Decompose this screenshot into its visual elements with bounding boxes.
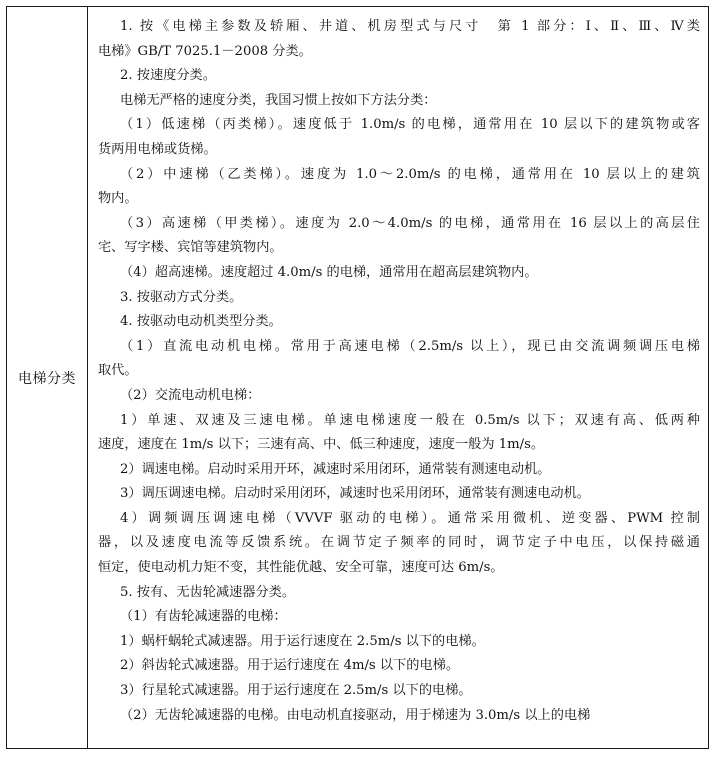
category-label: 电梯分类 — [18, 370, 76, 387]
text-line: 器，以及速度电流等反馈系统。在调节定子频率的同时，调节定子中电压，以保持磁通 — [98, 535, 700, 551]
text-line: 5. 按有、无齿轮减速器分类。 — [120, 584, 296, 600]
text-line: （1）直流电动机电梯。常用于高速电梯（2.5m/s 以上），现已由交流调频调压电梯 — [120, 338, 700, 354]
classification-table — [6, 6, 709, 749]
text-line: （4）超高速梯。速度超过 4.0m/s 的电梯，通常用在超高层建筑物内。 — [120, 264, 538, 280]
text-line: （2）无齿轮减速器的电梯。由电动机直接驱动，用于梯速为 3.0m/s 以上的电梯 — [120, 707, 591, 723]
text-line: 物内。 — [98, 191, 138, 207]
text-line: （1）有齿轮减速器的电梯： — [120, 609, 287, 625]
text-line: 2）斜齿轮式减速器。用于运行速度在 4m/s 以下的电梯。 — [120, 658, 460, 674]
text-line: 电梯》GB/T 7025.1－2008 分类。 — [98, 43, 312, 59]
text-line: 3）调压调速电梯。启动时采用闭环，减速时也采用闭环，通常装有测速电动机。 — [120, 486, 590, 502]
content-cell — [88, 7, 708, 748]
text-line: 4）调频调压调速电梯（VVVF 驱动的电梯）。通常采用微机、逆变器、PWM 控制 — [120, 510, 700, 526]
text-line: 2. 按速度分类。 — [120, 68, 216, 84]
text-line: 取代。 — [98, 363, 138, 379]
category-label-cell — [7, 7, 88, 748]
text-line: 1）蜗杆蜗轮式减速器。用于运行速度在 2.5m/s 以下的电梯。 — [120, 633, 485, 649]
text-line: 3. 按驱动方式分类。 — [120, 289, 243, 305]
text-line: 宅、写字楼、宾馆等建筑物内。 — [98, 240, 283, 256]
text-line: 2）调速电梯。启动时采用开环，减速时采用闭环，通常装有测速电动机。 — [120, 461, 551, 477]
text-line: 货两用电梯或货梯。 — [98, 141, 217, 157]
text-line: 1）单速、双速及三速电梯。单速电梯速度一般在 0.5m/s 以下；双速有高、低两种 — [120, 412, 700, 428]
text-line: （3）高速梯（甲类梯）。速度为 2.0～4.0m/s 的电梯，通常用在 16 层以上的高层住 — [120, 215, 700, 231]
text-line: 速度，速度在 1m/s 以下；三速有高、中、低三种速度，速度一般为 1m/s。 — [98, 437, 545, 453]
text-line: 3）行星轮式减速器。用于运行速度在 2.5m/s 以下的电梯。 — [120, 683, 472, 699]
text-line: （2）中速梯（乙类梯）。速度为 1.0～2.0m/s 的电梯，通常用在 10 层以上的建筑 — [120, 166, 700, 182]
text-line: 4. 按驱动电动机类型分类。 — [120, 314, 282, 330]
text-line: 电梯无严格的速度分类，我国习惯上按如下方法分类： — [120, 92, 437, 108]
text-line: 1. 按《电梯主参数及轿厢、井道、机房型式与尺寸 第 1 部分：Ⅰ、Ⅱ、Ⅲ、Ⅳ类 — [120, 19, 700, 34]
text-line: （2）交流电动机电梯： — [120, 387, 261, 403]
text-line: （1）低速梯（丙类梯）。速度低于 1.0m/s 的电梯，通常用在 10 层以下的建筑物或客 — [120, 117, 700, 133]
text-line: 恒定，使电动机力矩不变，其性能优越、安全可靠，速度可达 6m/s。 — [98, 560, 504, 576]
